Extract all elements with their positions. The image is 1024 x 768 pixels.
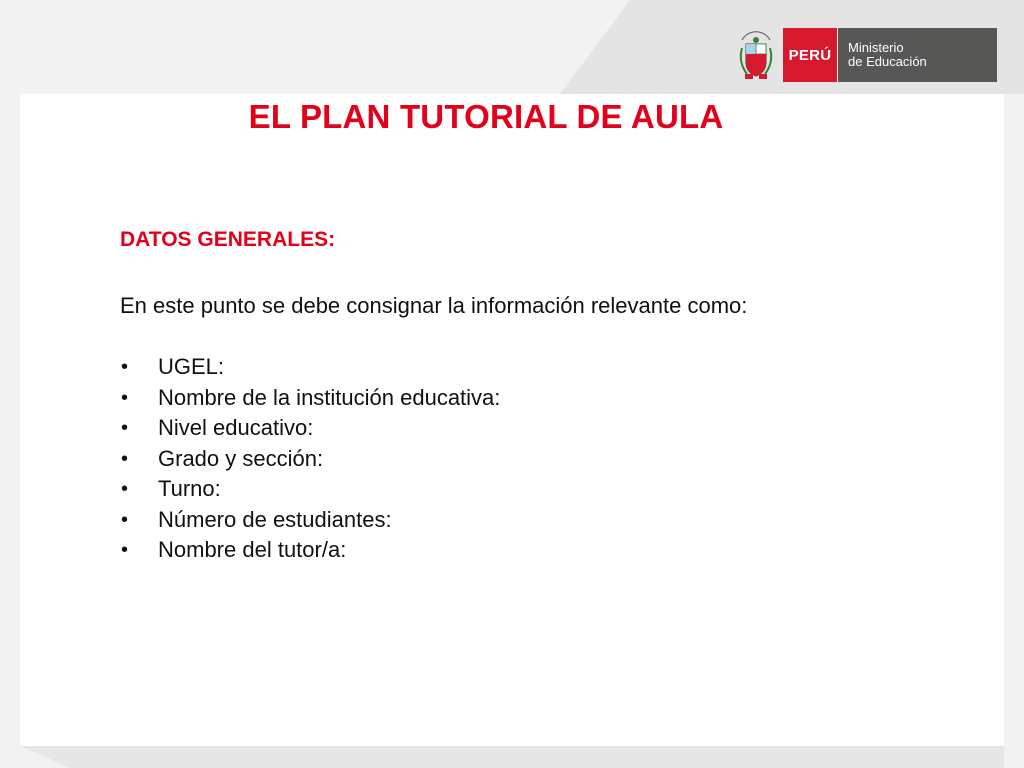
ministry-name-line2: de Educación [848,54,927,69]
list-item-label: Nombre del tutor/a: [158,537,347,562]
bullet-dot-icon: • [121,447,129,470]
bullet-dot-icon: • [121,417,129,439]
list-item-label: Número de estudiantes: [158,506,392,532]
list-item [120,383,960,414]
bullet-dot-icon: • [121,478,129,500]
list-item [120,474,960,505]
list-item-label: Turno: [158,476,221,501]
bullet-dot-icon: • [121,508,129,531]
bullet-list [120,352,960,566]
bullet-dot-icon: • [121,539,129,561]
slide-content [120,228,960,566]
bullet-dot-icon: • [121,356,129,378]
list-item-label: Nivel educativo: [158,415,314,440]
list-item-label: UGEL: [158,354,225,379]
list-item [120,444,960,475]
bullet-dot-icon: • [121,386,129,409]
slide-title: EL PLAN TUTORIAL DE AULA [248,98,724,135]
list-item-label: Grado y sección: [158,445,324,471]
list-item [120,352,960,383]
list-item [120,505,960,536]
peru-label: PERÚ [783,28,837,82]
list-item [120,535,960,566]
list-item [120,413,960,444]
coat-of-arms-icon [733,28,779,82]
ministry-name [837,28,997,82]
ministry-name-line1: Ministerio [848,40,904,55]
section-heading: DATOS GENERALES: [120,228,336,251]
intro-text: En este punto se debe consignar la información relevante como: [120,293,748,318]
ministry-logo [733,28,997,82]
list-item-label: Nombre de la institución educativa: [158,384,501,410]
